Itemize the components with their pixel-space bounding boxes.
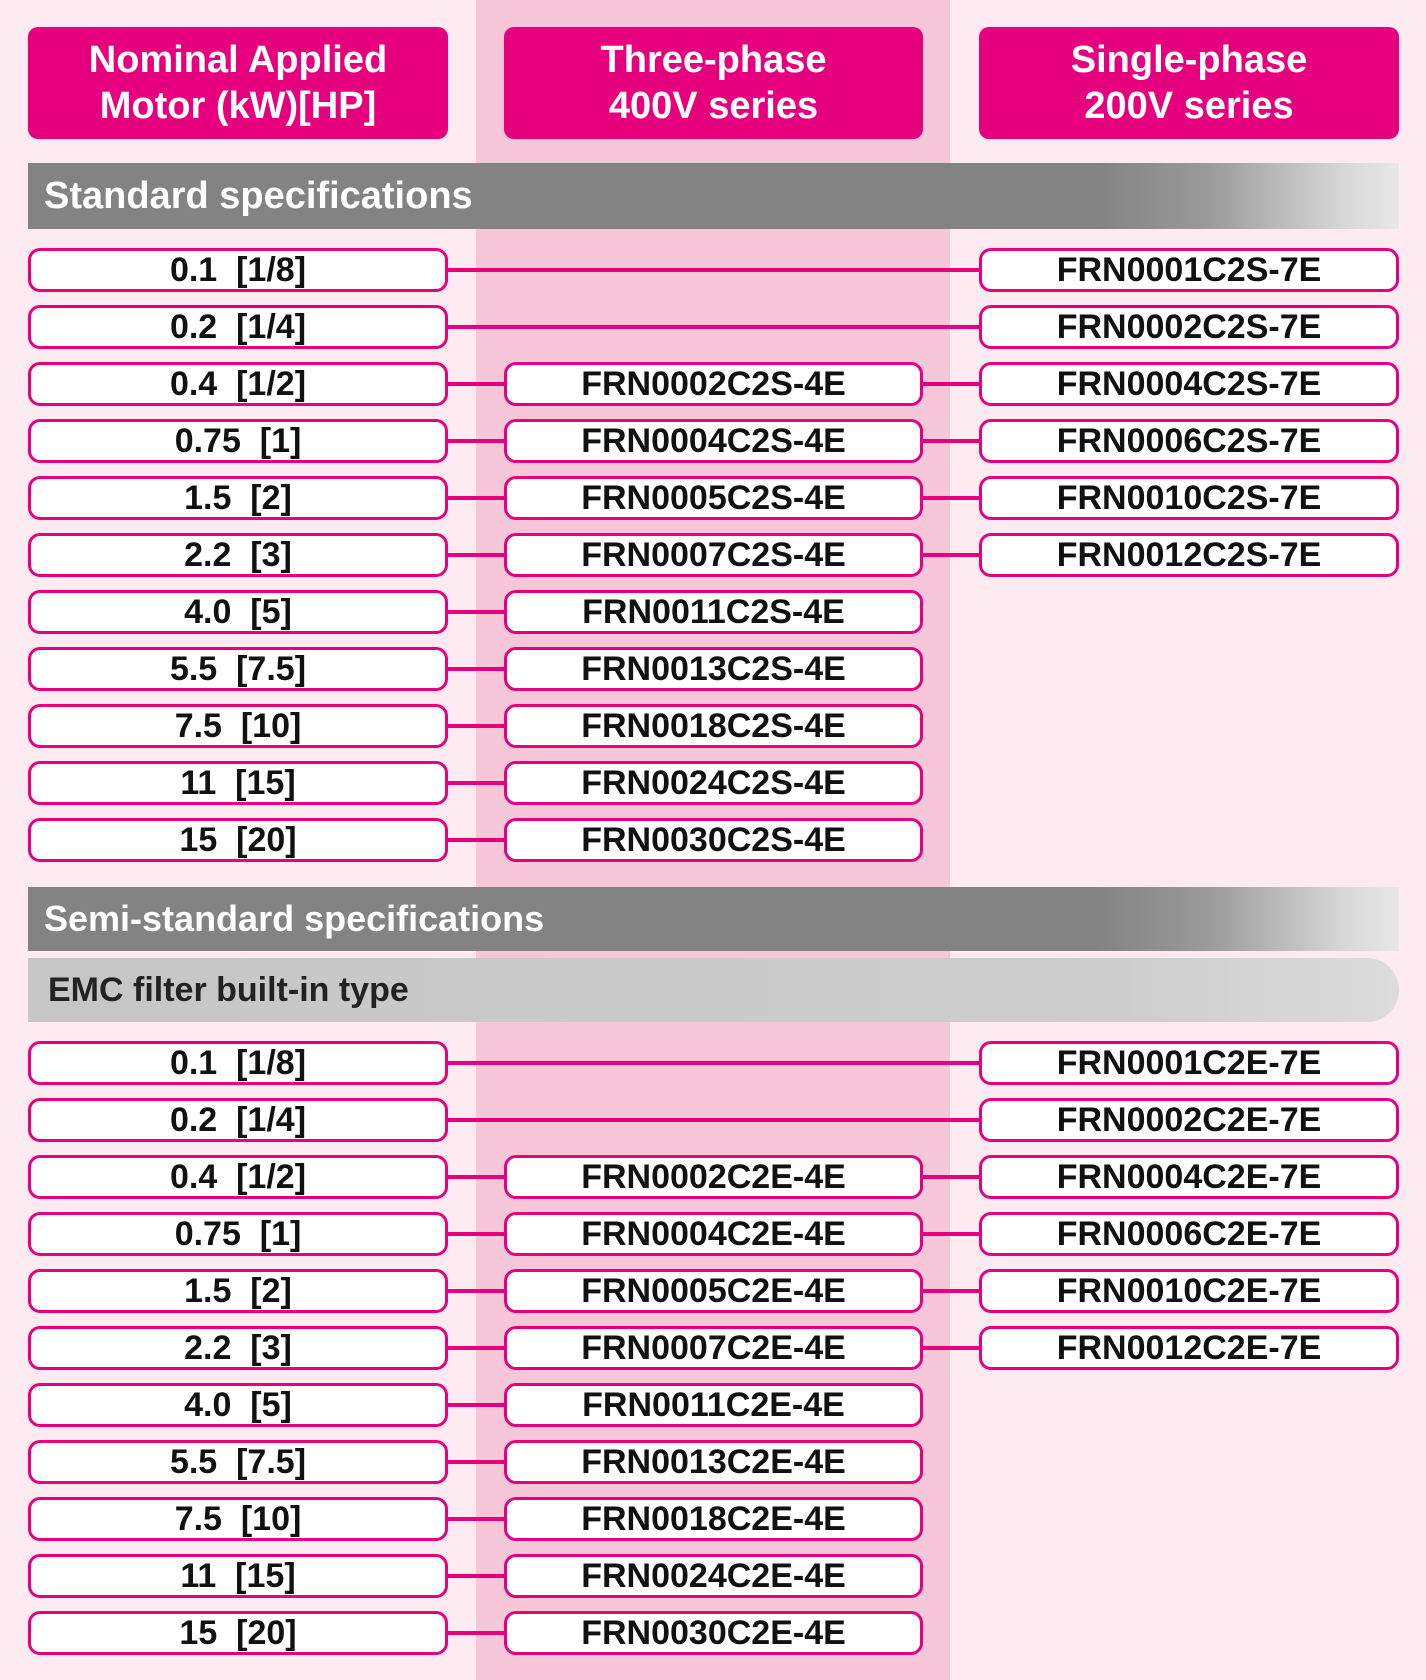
motor-rating-cell: 15 [20] bbox=[28, 1611, 448, 1655]
three-phase-model-cell: FRN0002C2E-4E bbox=[504, 1155, 923, 1199]
motor-rating-cell: 2.2 [3] bbox=[28, 1326, 448, 1370]
connector-line bbox=[448, 1346, 504, 1350]
motor-rating-cell: 0.4 [1/2] bbox=[28, 1155, 448, 1199]
three-phase-model-cell: FRN0018C2E-4E bbox=[504, 1497, 923, 1541]
section-semi-standard-title: Semi-standard specifications bbox=[28, 887, 1399, 951]
connector-line bbox=[448, 1232, 504, 1236]
three-phase-model-cell: FRN0030C2E-4E bbox=[504, 1611, 923, 1655]
connector-line bbox=[448, 268, 979, 272]
motor-rating-cell: 5.5 [7.5] bbox=[28, 1440, 448, 1484]
connector-line bbox=[448, 1289, 504, 1293]
three-phase-model-cell: FRN0013C2E-4E bbox=[504, 1440, 923, 1484]
three-phase-model-cell: FRN0004C2E-4E bbox=[504, 1212, 923, 1256]
connector-line bbox=[448, 1574, 504, 1578]
connector-line bbox=[448, 667, 504, 671]
header-motor-line-1: Nominal Applied bbox=[88, 39, 388, 81]
motor-rating-cell: 7.5 [10] bbox=[28, 704, 448, 748]
motor-rating-cell: 0.1 [1/8] bbox=[28, 1041, 448, 1085]
three-phase-model-cell: FRN0007C2E-4E bbox=[504, 1326, 923, 1370]
connector-line bbox=[448, 382, 504, 386]
three-phase-model-cell: FRN0004C2S-4E bbox=[504, 419, 923, 463]
motor-rating-cell: 4.0 [5] bbox=[28, 590, 448, 634]
motor-rating-cell: 0.1 [1/8] bbox=[28, 248, 448, 292]
motor-rating-cell: 1.5 [2] bbox=[28, 476, 448, 520]
single-phase-model-cell: FRN0012C2E-7E bbox=[979, 1326, 1399, 1370]
motor-rating-cell: 4.0 [5] bbox=[28, 1383, 448, 1427]
three-phase-model-cell: FRN0002C2S-4E bbox=[504, 362, 923, 406]
three-phase-model-cell: FRN0024C2S-4E bbox=[504, 761, 923, 805]
connector-line bbox=[923, 1175, 979, 1179]
motor-rating-cell: 0.2 [1/4] bbox=[28, 1098, 448, 1142]
connector-line bbox=[448, 1631, 504, 1635]
three-phase-model-cell: FRN0013C2S-4E bbox=[504, 647, 923, 691]
single-phase-model-cell: FRN0006C2E-7E bbox=[979, 1212, 1399, 1256]
motor-rating-cell: 0.75 [1] bbox=[28, 1212, 448, 1256]
three-phase-model-cell: FRN0024C2E-4E bbox=[504, 1554, 923, 1598]
connector-line bbox=[923, 1346, 979, 1350]
connector-line bbox=[923, 382, 979, 386]
motor-rating-cell: 7.5 [10] bbox=[28, 1497, 448, 1541]
header-motor-line-2: Motor (kW)[HP] bbox=[99, 85, 377, 127]
header-single-phase-line-2: 200V series bbox=[1084, 85, 1294, 127]
connector-line bbox=[448, 439, 504, 443]
connector-line bbox=[923, 496, 979, 500]
motor-rating-cell: 1.5 [2] bbox=[28, 1269, 448, 1313]
motor-rating-cell: 11 [15] bbox=[28, 1554, 448, 1598]
connector-line bbox=[448, 781, 504, 785]
single-phase-model-cell: FRN0010C2E-7E bbox=[979, 1269, 1399, 1313]
connector-line bbox=[923, 1232, 979, 1236]
motor-rating-cell: 0.4 [1/2] bbox=[28, 362, 448, 406]
three-phase-model-cell: FRN0005C2S-4E bbox=[504, 476, 923, 520]
connector-line bbox=[448, 1175, 504, 1179]
motor-rating-cell: 2.2 [3] bbox=[28, 533, 448, 577]
header-three-phase-line-1: Three-phase bbox=[600, 39, 827, 81]
header-single-phase bbox=[979, 27, 1399, 139]
connector-line bbox=[448, 1061, 979, 1065]
header-three-phase-line-2: 400V series bbox=[608, 85, 819, 127]
connector-line bbox=[448, 1517, 504, 1521]
single-phase-model-cell: FRN0004C2S-7E bbox=[979, 362, 1399, 406]
connector-line bbox=[448, 325, 979, 329]
three-phase-model-cell: FRN0007C2S-4E bbox=[504, 533, 923, 577]
connector-line bbox=[448, 724, 504, 728]
connector-line bbox=[448, 1403, 504, 1407]
connector-line bbox=[448, 1118, 979, 1122]
three-phase-model-cell: FRN0011C2S-4E bbox=[504, 590, 923, 634]
motor-rating-cell: 0.75 [1] bbox=[28, 419, 448, 463]
single-phase-model-cell: FRN0002C2S-7E bbox=[979, 305, 1399, 349]
connector-line bbox=[448, 838, 504, 842]
motor-rating-cell: 0.2 [1/4] bbox=[28, 305, 448, 349]
three-phase-model-cell: FRN0018C2S-4E bbox=[504, 704, 923, 748]
three-phase-model-cell: FRN0030C2S-4E bbox=[504, 818, 923, 862]
connector-line bbox=[448, 553, 504, 557]
single-phase-model-cell: FRN0012C2S-7E bbox=[979, 533, 1399, 577]
single-phase-model-cell: FRN0001C2E-7E bbox=[979, 1041, 1399, 1085]
header-single-phase-line-1: Single-phase bbox=[1070, 39, 1308, 81]
header-motor bbox=[28, 27, 448, 139]
three-phase-model-cell: FRN0005C2E-4E bbox=[504, 1269, 923, 1313]
single-phase-model-cell: FRN0001C2S-7E bbox=[979, 248, 1399, 292]
three-phase-model-cell: FRN0011C2E-4E bbox=[504, 1383, 923, 1427]
single-phase-model-cell: FRN0006C2S-7E bbox=[979, 419, 1399, 463]
single-phase-model-cell: FRN0002C2E-7E bbox=[979, 1098, 1399, 1142]
connector-line bbox=[923, 553, 979, 557]
motor-rating-cell: 15 [20] bbox=[28, 818, 448, 862]
connector-line bbox=[448, 496, 504, 500]
header-three-phase bbox=[504, 27, 923, 139]
connector-line bbox=[923, 1289, 979, 1293]
section-standard-title: Standard specifications bbox=[28, 163, 1399, 229]
motor-rating-cell: 11 [15] bbox=[28, 761, 448, 805]
motor-rating-cell: 5.5 [7.5] bbox=[28, 647, 448, 691]
section-semi-standard-subtitle: EMC filter built-in type bbox=[28, 958, 1399, 1022]
single-phase-model-cell: FRN0010C2S-7E bbox=[979, 476, 1399, 520]
connector-line bbox=[923, 439, 979, 443]
connector-line bbox=[448, 1460, 504, 1464]
connector-line bbox=[448, 610, 504, 614]
single-phase-model-cell: FRN0004C2E-7E bbox=[979, 1155, 1399, 1199]
